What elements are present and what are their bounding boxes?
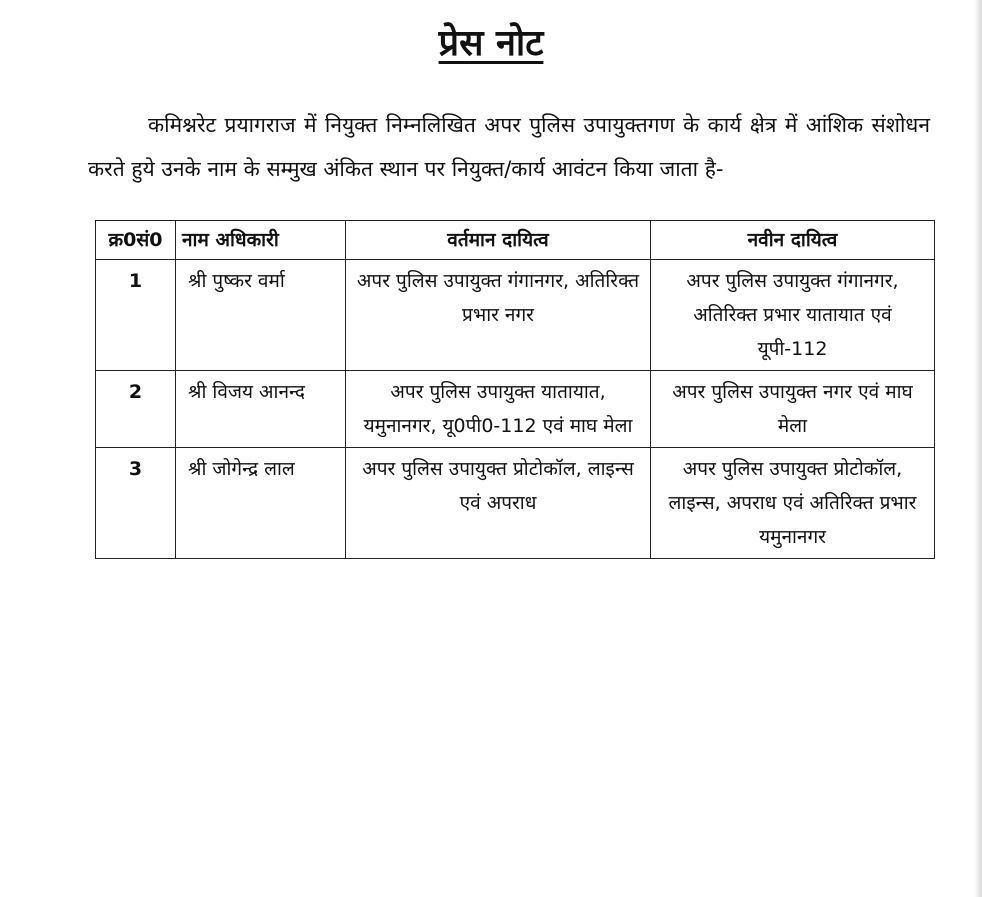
current-duty-cell: अपर पुलिस उपायुक्त प्रोटोकॉल, लाइन्स एवं अपराध [346,448,651,559]
officer-cell: श्री विजय आनन्द [176,371,346,448]
table-row [96,260,935,371]
officer-cell: श्री जोगेन्द्र लाल [176,448,346,559]
table-header-row [96,221,935,260]
new-duty-cell: अपर पुलिस उपायुक्त प्रोटोकॉल, लाइन्स, अपराध एवं अतिरिक्त प्रभार यमुनानगर [651,448,935,559]
page-edge-shadow [974,0,982,897]
assignment-table [95,220,935,559]
page-title [0,22,982,66]
serial-cell: 1 [96,260,176,371]
header-serial: क्र0सं0 [96,221,176,260]
table-row [96,371,935,448]
header-current-duty: वर्तमान दायित्व [346,221,651,260]
current-duty-cell: अपर पुलिस उपायुक्त यातायात, यमुनानगर, यू0पी0-112 एवं माघ मेला [346,371,651,448]
page-title-text: प्रेस नोट [438,23,544,64]
serial-cell: 3 [96,448,176,559]
new-duty-cell: अपर पुलिस उपायुक्त गंगानगर, अतिरिक्त प्रभार यातायात एवं यूपी-112 [651,260,935,371]
intro-paragraph: कमिश्नरेट प्रयागराज में नियुक्त निम्नलिखित अपर पुलिस उपायुक्तगण के कार्य क्षेत्र में आंशिक संशोधन करते हुये उनके नाम के सम्मुख अंकित स्थान पर नियुक्त/कार्य आवंटन किया जाता है- [88,113,930,181]
officer-cell: श्री पुष्कर वर्मा [176,260,346,371]
header-officer: नाम अधिकारी [176,221,346,260]
header-new-duty: नवीन दायित्व [651,221,935,260]
serial-cell: 2 [96,371,176,448]
current-duty-cell: अपर पुलिस उपायुक्त गंगानगर, अतिरिक्त प्रभार नगर [346,260,651,371]
table-row [96,448,935,559]
new-duty-cell: अपर पुलिस उपायुक्त नगर एवं माघ मेला [651,371,935,448]
